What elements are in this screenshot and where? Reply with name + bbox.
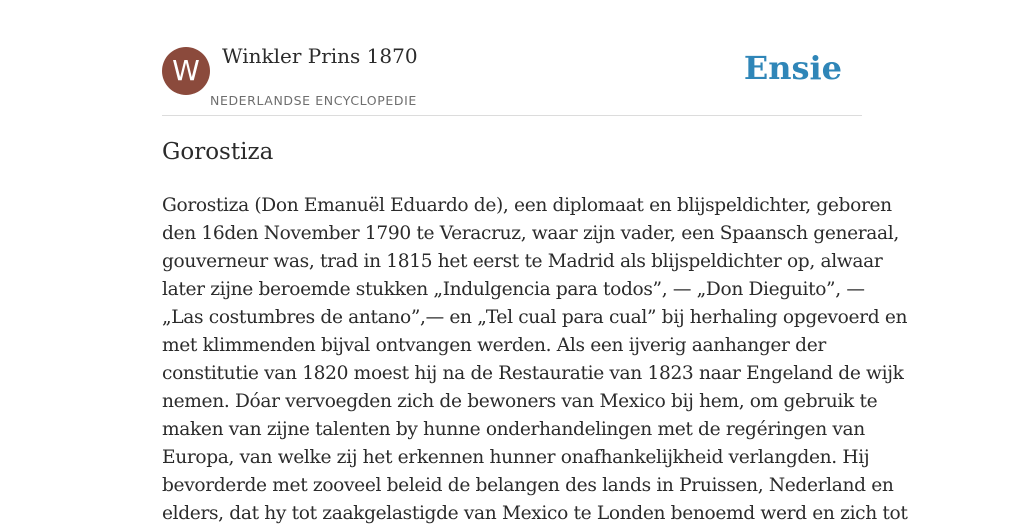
- article-body-line: Gorostiza (Don Emanuël Eduardo de), een diplomaat en blijspeldichter, geboren: [162, 195, 892, 216]
- ensie-logo[interactable]: Ensie: [743, 49, 842, 87]
- article-body-line: „Las costumbres de antano”,— en „Tel cual para cual” bij herhaling opgevoerd en: [162, 307, 908, 328]
- article-body-line: bevorderde met zooveel beleid de belangen des lands in Pruissen, Nederland en: [162, 475, 894, 496]
- article-body-line: elders, dat hy tot zaakgelastigde van Mexico te Londen benoemd werd en zich tot: [162, 503, 908, 524]
- article-title: Gorostiza: [162, 139, 274, 165]
- source-avatar[interactable]: W: [162, 47, 210, 95]
- source-title[interactable]: Winkler Prins 1870: [222, 44, 418, 68]
- source-subtitle: NEDERLANDSE ENCYCLOPEDIE: [210, 93, 417, 108]
- article-body-line: met klimmenden bijval ontvangen werden. Als een ijverig aanhanger der: [162, 335, 826, 356]
- article-body-line: nemen. Dóar vervoegden zich de bewoners van Mexico bij hem, om gebruik te: [162, 391, 878, 412]
- article-body-line: maken van zijne talenten by hunne onderhandelingen met de regéringen van: [162, 419, 865, 440]
- header: [162, 0, 862, 116]
- article-body: [162, 192, 908, 528]
- article-body-line: constitutie van 1820 moest hij na de Restauratie van 1823 naar Engeland de wijk: [162, 363, 904, 384]
- article-body-line: gouverneur was, trad in 1815 het eerst te Madrid als blijspeldichter op, alwaar: [162, 251, 883, 272]
- article-body-line: later zijne beroemde stukken „Indulgencia para todos”, — „Don Dieguito”, —: [162, 279, 865, 300]
- article-body-line: Europa, van welke zij het erkennen hunner onafhankelijkheid verlangden. Hij: [162, 447, 870, 468]
- article-body-line: den 16den November 1790 te Veracruz, waar zijn vader, een Spaansch generaal,: [162, 223, 899, 244]
